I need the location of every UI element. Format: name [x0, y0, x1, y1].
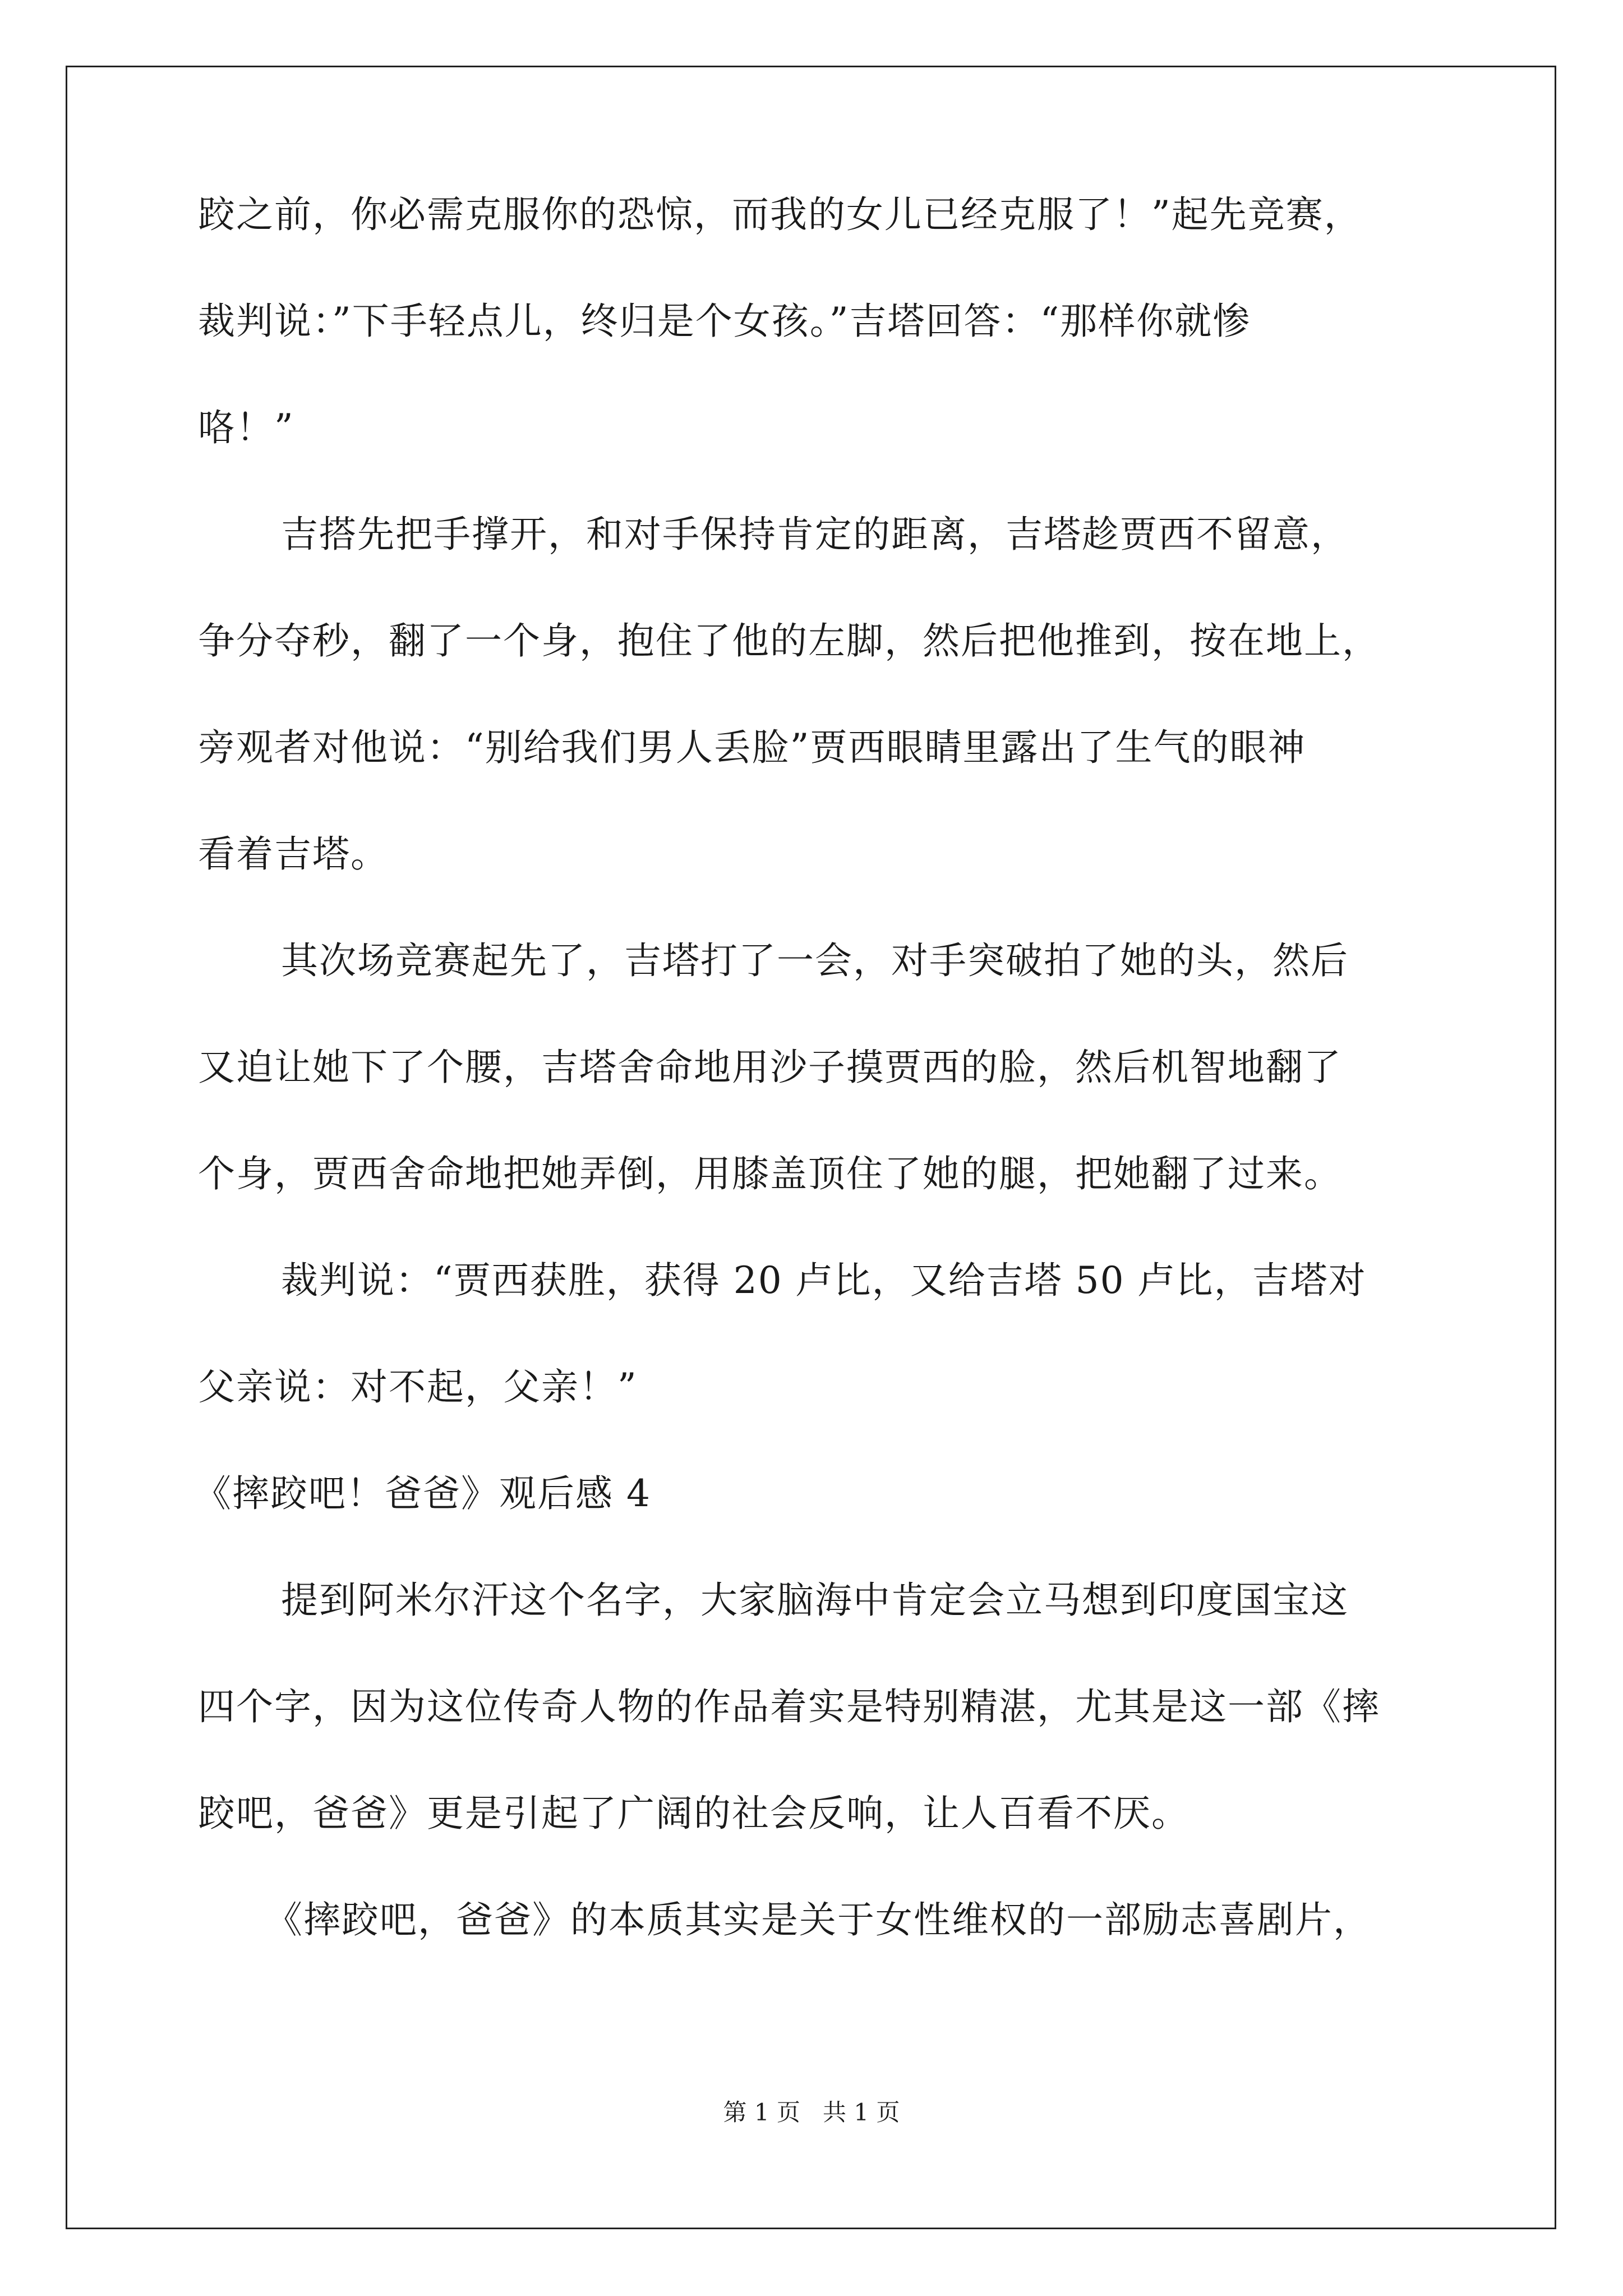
section-heading: 《摔跤吧！爸爸》观后感 4: [194, 1472, 651, 1515]
text-line: 又迫让她下了个腰，吉塔舍命地用沙子摸贾西的脸，然后机智地翻了: [198, 1046, 1342, 1089]
paragraph-start-line: 提到阿米尔汗这个名字，大家脑海中肯定会立马想到印度国宝这: [281, 1579, 1349, 1622]
text-line: 个身，贾西舍命地把她弄倒，用膝盖顶住了她的腿，把她翻了过来。: [198, 1152, 1342, 1195]
text-line: 看着吉塔。: [198, 832, 389, 876]
paragraph-start-line: 吉搭先把手撑开，和对手保持肯定的距离，吉塔趁贾西不留意，: [281, 513, 1349, 556]
paragraph-start-line: 其次场竞赛起先了，吉塔打了一会，对手突破拍了她的头，然后: [281, 939, 1349, 982]
paragraph-start-line: 《摔跤吧，爸爸》的本质其实是关于女性维权的一部励志喜剧片，: [265, 1898, 1371, 1941]
text-line: 跤之前，你必需克服你的恐惊，而我的女儿已经克服了！”起先竞赛，: [198, 193, 1362, 236]
text-line: 旁观者对他说：“别给我们男人丢脸”贾西眼睛里露出了生气的眼神: [198, 726, 1306, 769]
text-line: 跤吧，爸爸》更是引起了广阔的社会反响，让人百看不厌。: [198, 1792, 1189, 1835]
page-footer: 第 1 页 共 1 页: [723, 2099, 900, 2126]
text-line: 四个字，因为这位传奇人物的作品着实是特别精湛，尤其是这一部《摔: [198, 1685, 1380, 1728]
text-line: 咯！”: [198, 406, 294, 449]
text-line: 争分夺秒，翻了一个身，抱住了他的左脚，然后把他推到，按在地上，: [198, 619, 1380, 662]
text-line: 裁判说：”下手轻点儿，终归是个女孩。”吉塔回答：“那样你就惨: [198, 300, 1251, 343]
text-line: 父亲说：对不起，父亲！”: [198, 1365, 638, 1409]
paragraph-start-line: 裁判说：“贾西获胜，获得 20 卢比，又给吉塔 50 卢比，吉塔对: [281, 1259, 1367, 1302]
